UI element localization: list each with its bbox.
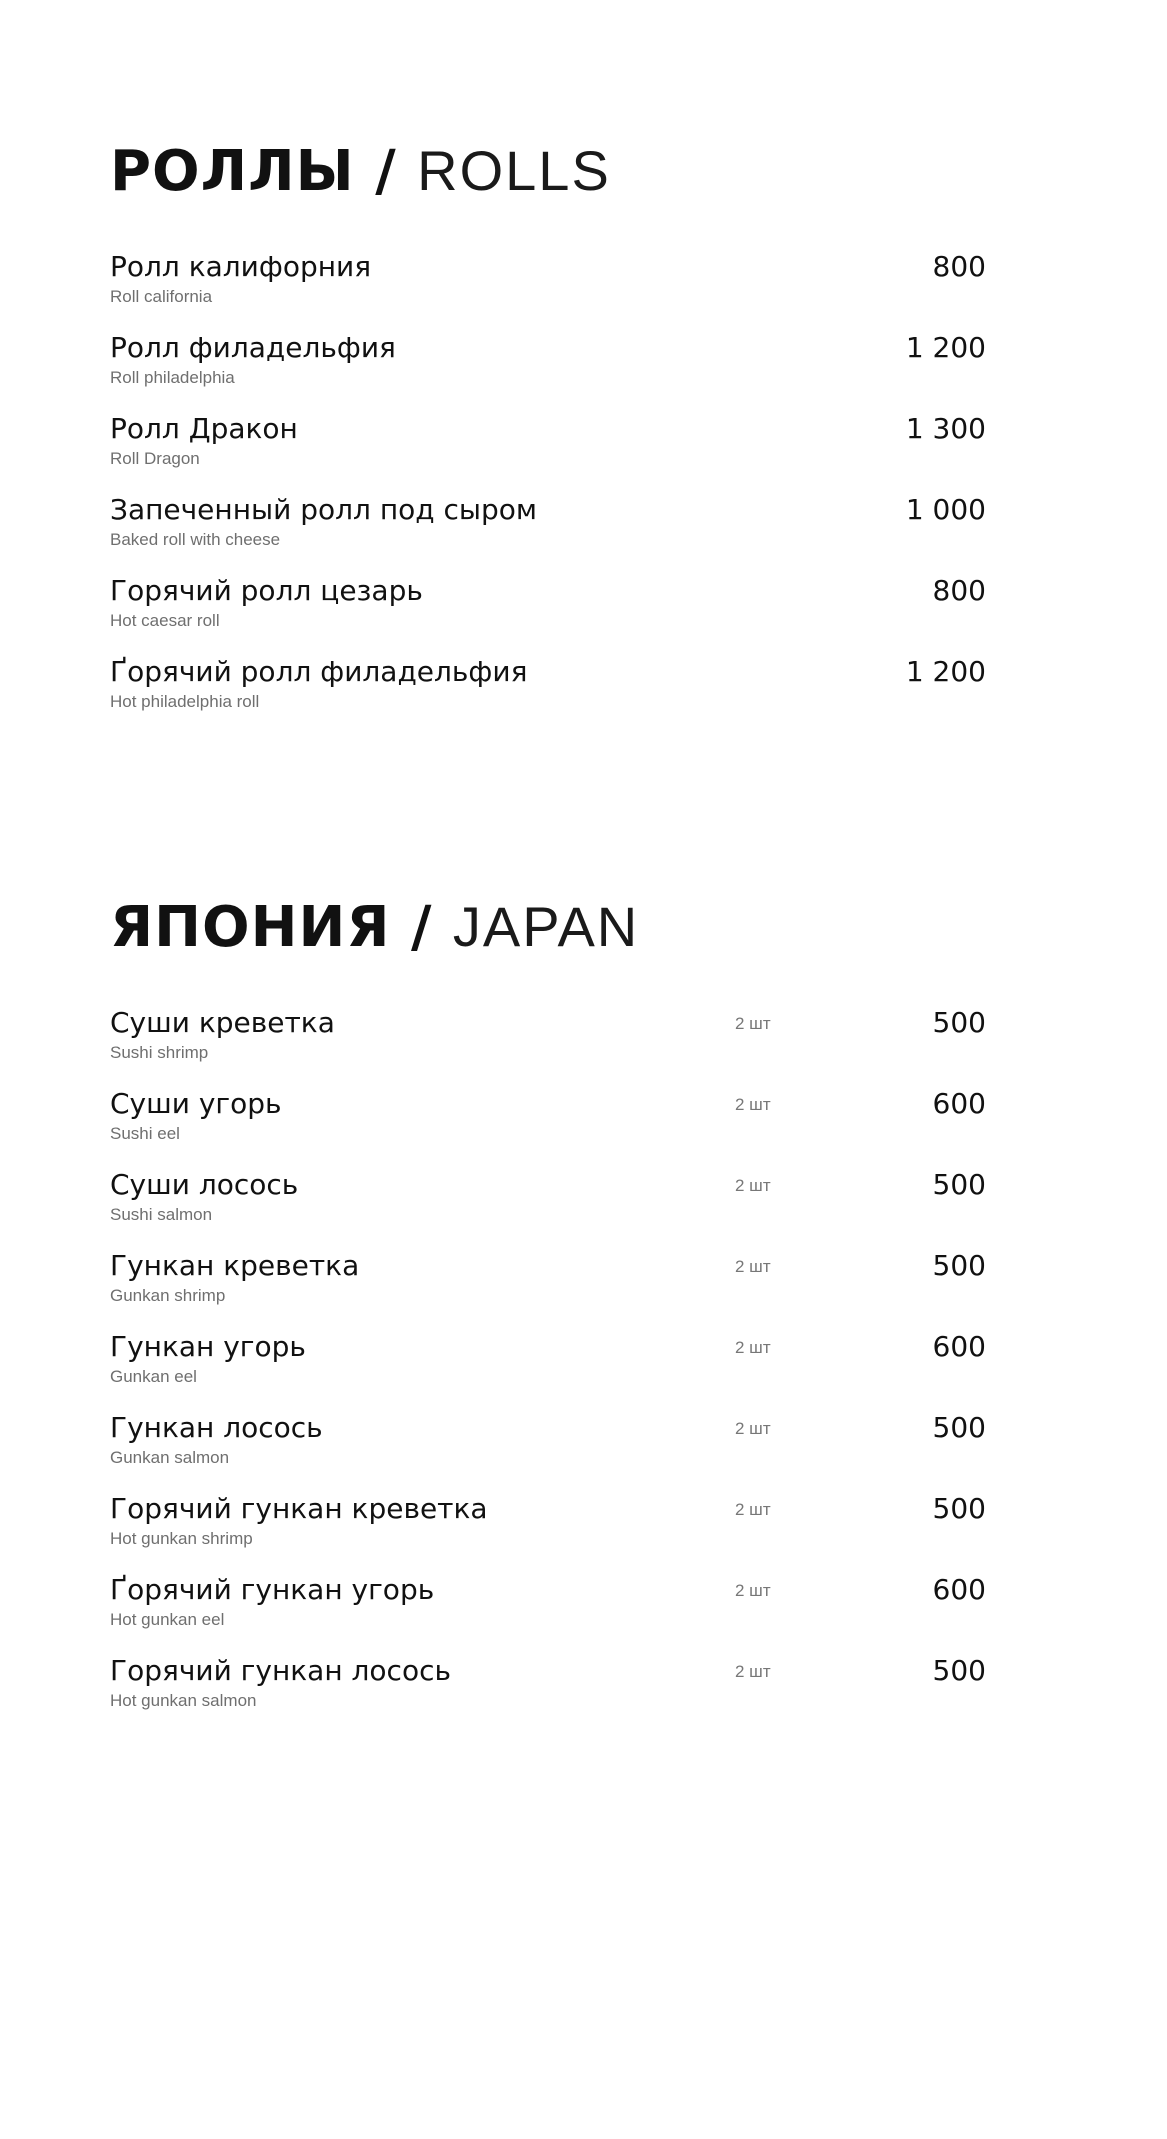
item-name: Гункан креветка — [110, 1249, 360, 1282]
japan-section — [110, 895, 986, 1734]
item-name: Ролл Дракон — [110, 412, 298, 445]
item-name: Суши креветка — [110, 1006, 335, 1039]
menu-item — [110, 411, 986, 492]
item-quantity: 2 шт — [735, 1257, 771, 1276]
menu-item — [110, 1086, 986, 1167]
menu-item — [110, 1491, 986, 1572]
item-price: 500 — [932, 1006, 986, 1039]
item-price: 1 000 — [905, 493, 986, 526]
item-name: Гункан угорь — [110, 1330, 306, 1363]
item-subtitle: Roll Dragon — [110, 449, 200, 468]
item-price: 600 — [932, 1087, 986, 1120]
item-subtitle: Roll california — [110, 287, 213, 306]
menu-item — [110, 492, 986, 573]
item-name: Ґорячий гункан угорь — [110, 1573, 435, 1606]
item-subtitle: Sushi shrimp — [110, 1043, 209, 1062]
item-price: 1 200 — [905, 655, 986, 688]
item-subtitle: Sushi eel — [110, 1124, 180, 1143]
section-title — [110, 139, 986, 204]
item-name: Горячий гункан лосось — [110, 1654, 451, 1687]
item-price: 500 — [932, 1654, 986, 1687]
menu-item — [110, 1410, 986, 1491]
item-subtitle: Hot philadelphia roll — [110, 692, 260, 711]
menu-item — [110, 654, 986, 735]
item-subtitle: Hot gunkan salmon — [110, 1691, 257, 1710]
menu-item — [110, 1167, 986, 1248]
menu-item — [110, 249, 986, 330]
menu-item — [110, 330, 986, 411]
menu-list — [110, 249, 986, 735]
item-price: 500 — [932, 1249, 986, 1282]
menu-item — [110, 1572, 986, 1653]
item-subtitle: Gunkan shrimp — [110, 1286, 226, 1305]
menu-item — [110, 573, 986, 654]
item-quantity: 2 шт — [735, 1662, 771, 1681]
item-name: Горячий ролл цезарь — [110, 574, 423, 607]
item-name: Суши угорь — [110, 1087, 282, 1120]
section-title-en: JAPAN — [452, 895, 640, 958]
menu-item — [110, 1248, 986, 1329]
item-quantity: 2 шт — [735, 1014, 771, 1033]
item-price: 1 200 — [905, 331, 986, 364]
item-name: Ґорячий ролл филадельфия — [110, 655, 528, 688]
item-subtitle: Hot gunkan eel — [110, 1610, 225, 1629]
item-price: 600 — [932, 1330, 986, 1363]
item-price: 800 — [932, 574, 986, 607]
rolls-section — [110, 139, 986, 735]
item-price: 600 — [932, 1573, 986, 1606]
item-name: Ролл филадельфия — [110, 331, 396, 364]
menu-item — [110, 1329, 986, 1410]
item-name: Ролл калифорния — [110, 250, 372, 283]
item-name: Гункан лосось — [110, 1411, 323, 1444]
section-title-ru: ЯПОНИЯ — [110, 895, 391, 960]
item-subtitle: Gunkan eel — [110, 1367, 197, 1386]
item-subtitle: Baked roll with cheese — [110, 530, 281, 549]
item-name: Горячий гункан креветка — [110, 1492, 488, 1525]
item-quantity: 2 шт — [735, 1581, 771, 1600]
item-quantity: 2 шт — [735, 1176, 771, 1195]
item-subtitle: Gunkan salmon — [110, 1448, 230, 1467]
menu-list — [110, 1005, 986, 1734]
item-quantity: 2 шт — [735, 1500, 771, 1519]
item-subtitle: Sushi salmon — [110, 1205, 213, 1224]
section-title-ru: РОЛЛЫ — [110, 139, 355, 204]
item-name: Запеченный ролл под сыром — [110, 493, 538, 526]
item-subtitle: Roll philadelphia — [110, 368, 235, 387]
item-price: 500 — [932, 1168, 986, 1201]
item-quantity: 2 шт — [735, 1419, 771, 1438]
item-subtitle: Hot caesar roll — [110, 611, 220, 630]
section-title-en: ROLLS — [417, 139, 611, 202]
item-price: 800 — [932, 250, 986, 283]
item-price: 500 — [932, 1492, 986, 1525]
item-quantity: 2 шт — [735, 1095, 771, 1114]
item-name: Суши лосось — [110, 1168, 299, 1201]
item-quantity: 2 шт — [735, 1338, 771, 1357]
section-title-separator: / — [375, 139, 397, 204]
menu-item — [110, 1653, 986, 1734]
section-title — [110, 895, 986, 960]
section-title-separator: / — [410, 895, 433, 960]
item-subtitle: Hot gunkan shrimp — [110, 1529, 253, 1548]
menu-item — [110, 1005, 986, 1086]
item-price: 1 300 — [905, 412, 986, 445]
item-price: 500 — [932, 1411, 986, 1444]
